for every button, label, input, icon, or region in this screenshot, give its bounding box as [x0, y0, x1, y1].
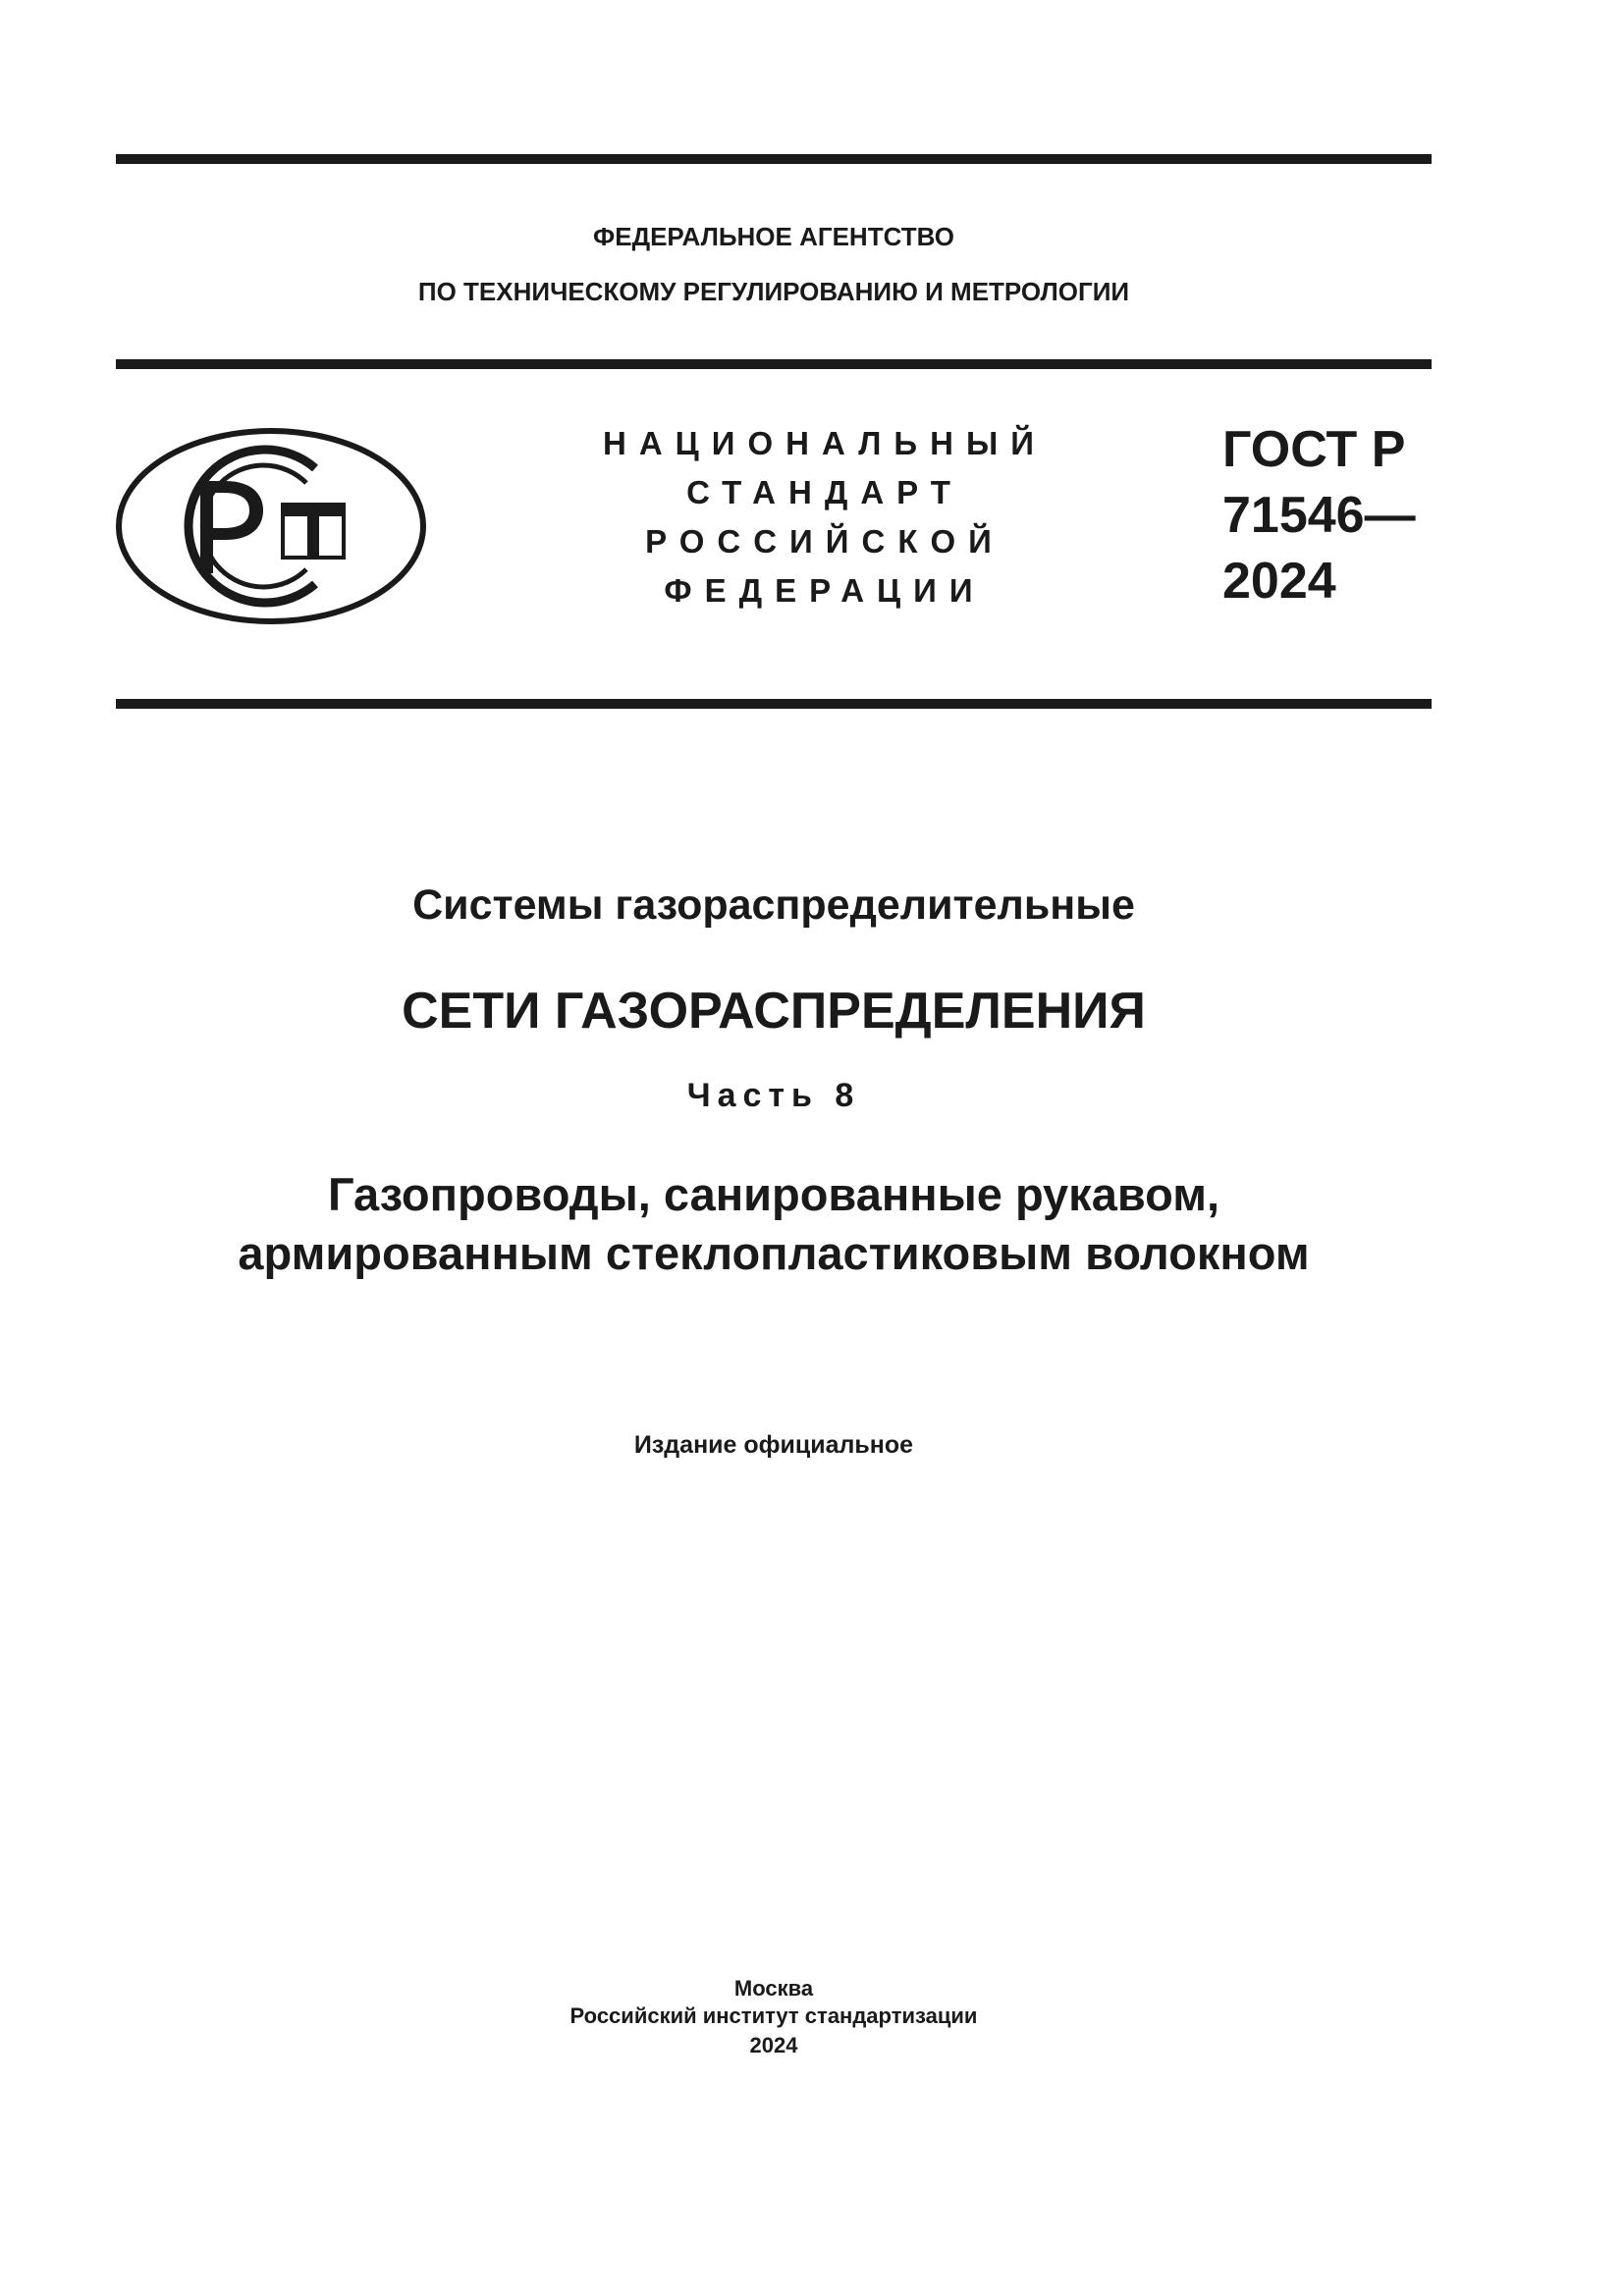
subject-line-1: Газопроводы, санированные рукавом,: [327, 1168, 1220, 1220]
agency-line-1: ФЕДЕРАЛЬНОЕ АГЕНТСТВО: [593, 222, 954, 251]
networks-title: СЕТИ ГАЗОРАСПРЕДЕЛЕНИЯ: [402, 983, 1146, 1040]
subject-title: [116, 1165, 1432, 1283]
designation-line-2: 71546—: [1222, 487, 1416, 544]
title-rule: [116, 699, 1432, 709]
standard-designation: [1222, 417, 1416, 614]
header-rule: [116, 359, 1432, 369]
designation-line-1: ГОСТ Р: [1222, 421, 1406, 478]
standard-type-line-1: НАЦИОНАЛЬНЫЙ: [603, 425, 1047, 461]
edition-label: Издание официальное: [633, 1431, 914, 1459]
imprint-city: Москва: [733, 1976, 814, 2001]
standard-type-line-4: ФЕДЕРАЦИИ: [664, 572, 986, 609]
subject-line-2: армированным стеклопластиковым волокном: [238, 1227, 1310, 1279]
imprint-year: 2024: [749, 2033, 798, 2057]
part-number: Часть 8: [686, 1077, 861, 1114]
standard-type-line-2: СТАНДАРТ: [686, 474, 963, 510]
system-title: Системы газораспределительные: [412, 881, 1135, 929]
rst-logo-icon: [114, 426, 428, 626]
designation-line-3: 2024: [1222, 553, 1336, 610]
top-rule: [116, 154, 1432, 164]
standard-type-line-3: РОССИЙСКОЙ: [645, 523, 1004, 560]
imprint-publisher: Российский институт стандартизации: [569, 2003, 978, 2028]
agency-line-2: ПО ТЕХНИЧЕСКОМУ РЕГУЛИРОВАНИЮ И МЕТРОЛОГИИ: [417, 277, 1130, 306]
